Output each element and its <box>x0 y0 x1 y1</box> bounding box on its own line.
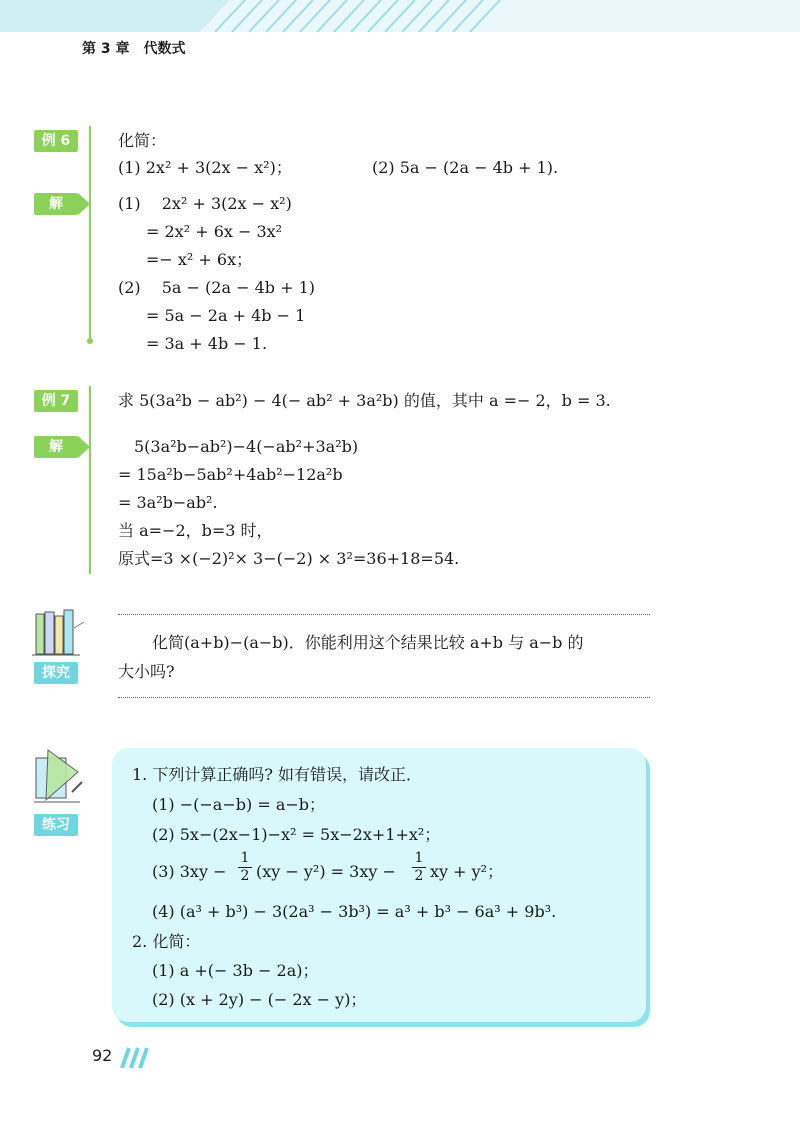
page-slashes <box>116 1046 150 1068</box>
example6-step: =− x² + 6x； <box>146 250 253 269</box>
practice-q1-item: (1) −(−a−b) = a−b； <box>152 795 326 814</box>
example7-solution-label: 解 <box>34 436 78 458</box>
example7-step: 当 a=−2，b=3 时， <box>118 521 273 540</box>
example7-step: 5(3a²b−ab²)−4(−ab²+3a²b) <box>134 437 359 456</box>
example7-step: = 15a²b−5ab²+4ab²−12a²b <box>118 465 343 484</box>
example7-rule <box>89 386 91 574</box>
fraction-numerator: 1 <box>240 850 250 866</box>
fraction-half <box>412 850 426 885</box>
practice-q1-item: (4) (a³ + b³) − 3(2a³ − 3b³) = a³ + b³ − 6a³ + 9b³. <box>152 902 557 921</box>
practice-label: 练习 <box>34 814 78 836</box>
practice-q2-item: (1) a +(− 3b − 2a)； <box>152 961 319 980</box>
fraction-denominator: 2 <box>414 868 424 884</box>
explore-bottom-rule <box>118 697 650 698</box>
fraction-half <box>238 850 252 885</box>
example6-label: 例 6 <box>34 130 78 152</box>
example6-step: (2) 5a − (2a − 4b + 1) <box>118 278 316 297</box>
explore-text: 化简(a+b)−(a−b)．你能利用这个结果比较 a+b 与 a−b 的 <box>152 633 584 652</box>
example6-step: = 3a + 4b − 1. <box>146 334 268 353</box>
example6-problem2: (2) 5a − (2a − 4b + 1). <box>372 158 559 177</box>
example7-step: = 3a²b−ab². <box>118 493 218 512</box>
explore-label: 探究 <box>34 662 78 684</box>
page-number: 92 <box>92 1046 113 1065</box>
explore-text: 大小吗? <box>118 662 175 681</box>
example6-step: = 2x² + 6x − 3x² <box>146 222 283 241</box>
practice-q1-item3-mid: (xy − y²) = 3xy − <box>256 862 396 881</box>
fraction-denominator: 2 <box>240 868 250 884</box>
chapter-title: 第 3 章 代数式 <box>82 41 186 57</box>
fraction-numerator: 1 <box>414 850 424 866</box>
practice-q1-item3-suffix: xy + y²； <box>430 862 504 881</box>
practice-q2-item: (2) (x + 2y) − (− 2x − y)； <box>152 990 367 1009</box>
example6-step: = 5a − 2a + 4b − 1 <box>146 306 306 325</box>
example7-step: 原式=3 ×(−2)²× 3−(−2) × 3²=36+18=54. <box>118 549 460 568</box>
header-banner <box>0 0 800 32</box>
example6-rule <box>89 126 91 340</box>
practice-q2: 2. 化简： <box>132 932 201 951</box>
practice-q1: 1. 下列计算正确吗? 如有错误，请改正． <box>132 765 423 784</box>
example6-step: (1) 2x² + 3(2x − x²) <box>118 194 292 213</box>
example6-prompt: 化简： <box>118 131 167 150</box>
practice-q1-item: (2) 5x−(2x−1)−x² = 5x−2x+1+x²； <box>152 825 441 844</box>
books-icon <box>30 608 86 658</box>
example6-rule-end <box>87 338 93 344</box>
example6-problem1: (1) 2x² + 3(2x − x²)； <box>118 158 292 177</box>
practice-q1-item3-prefix: (3) 3xy − <box>152 862 227 881</box>
example7-problem: 求 5(3a²b − ab²) − 4(− ab² + 3a²b) 的值，其中 a =− 2，b = 3. <box>118 391 611 410</box>
example6-solution-label: 解 <box>34 193 78 215</box>
ruler-pencil-icon <box>28 742 86 808</box>
example7-label: 例 7 <box>34 390 78 412</box>
explore-top-rule <box>118 614 650 615</box>
